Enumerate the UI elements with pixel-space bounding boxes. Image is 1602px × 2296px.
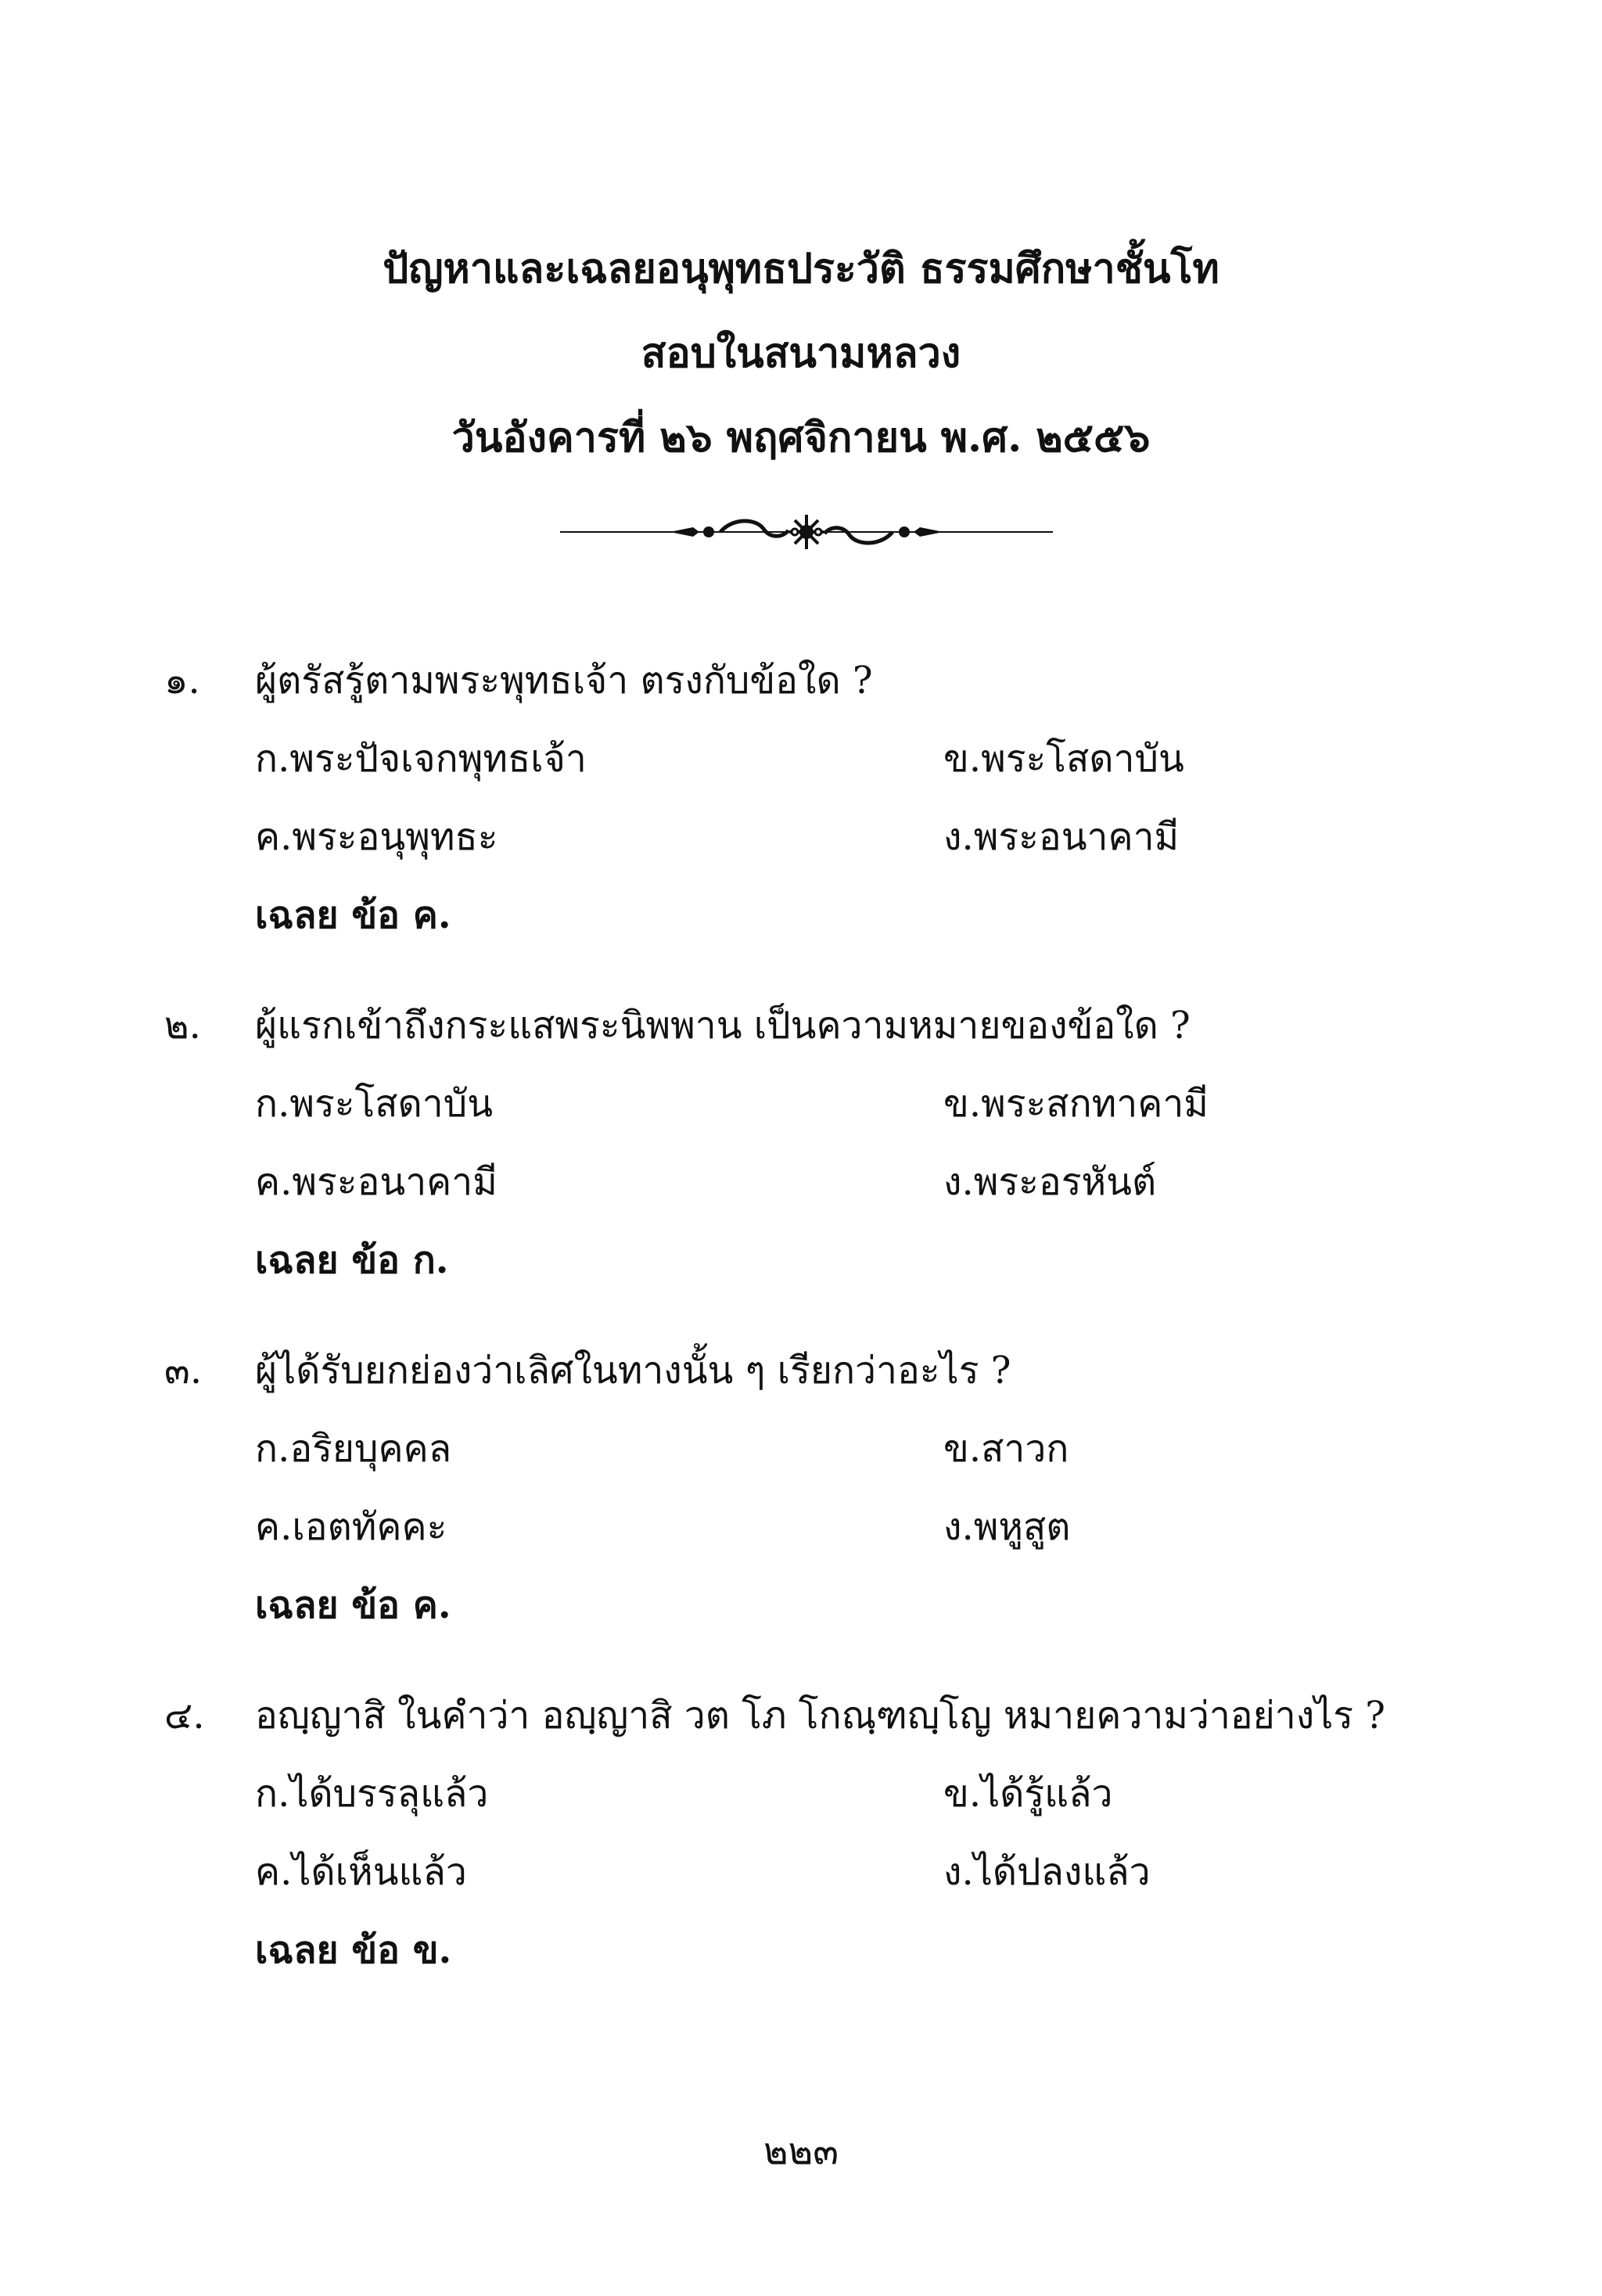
page-number: ๒๒๓ — [763, 2129, 839, 2173]
choice-b: ข.พระสกทาคามี — [943, 1082, 1209, 1126]
answer-key: เฉลย ข้อ ก. — [255, 1238, 449, 1282]
question-text: ผู้ตรัสรู้ตามพระพุทธเจ้า ตรงกับข้อใด ? — [255, 659, 873, 702]
choice-b: ข.พระโสดาบัน — [943, 737, 1184, 781]
answer-key: เฉลย ข้อ ข. — [255, 1928, 452, 1972]
question-item — [164, 986, 1463, 1331]
question-number: ๓. — [164, 1349, 203, 1392]
choice-b: ข.สาวก — [943, 1427, 1069, 1471]
choice-c: ค.ได้เห็นแล้ว — [255, 1850, 467, 1894]
exam-date: วันอังคารที่ ๒๖ พฤศจิกายน พ.ศ. ๒๕๕๖ — [451, 414, 1151, 462]
question-number: ๑. — [164, 659, 200, 702]
choice-a: ก.พระปัจเจกพุทธเจ้า — [255, 737, 587, 781]
ornament-divider — [560, 512, 1053, 552]
choice-d: ง.พหูสูต — [943, 1505, 1071, 1549]
question-number: ๒. — [164, 1004, 201, 1047]
choice-c: ค.พระอนาคามี — [255, 1160, 497, 1204]
exam-header — [0, 227, 1602, 480]
question-line — [164, 1331, 1011, 1410]
choice-a: ก.ได้บรรลุแล้ว — [255, 1772, 489, 1816]
question-item — [164, 1331, 1463, 1676]
choice-d: ง.พระอนาคามี — [943, 815, 1180, 859]
choice-d: ง.พระอรหันต์ — [943, 1160, 1157, 1204]
question-item — [164, 1676, 1463, 2021]
choice-a: ก.พระโสดาบัน — [255, 1082, 494, 1126]
question-line — [164, 641, 873, 720]
exam-title: ปัญหาและเฉลยอนุพุทธประวัติ ธรรมศึกษาชั้นโท — [383, 245, 1219, 293]
choice-a: ก.อริยบุคคล — [255, 1427, 452, 1471]
exam-venue: สอบในสนามหลวง — [641, 329, 961, 377]
choice-c: ค.เอตทัคคะ — [255, 1505, 447, 1549]
answer-key: เฉลย ข้อ ค. — [255, 1583, 451, 1627]
choice-b: ข.ได้รู้แล้ว — [943, 1772, 1113, 1816]
choice-d: ง.ได้ปลงแล้ว — [943, 1850, 1151, 1894]
question-item — [164, 641, 1463, 986]
question-text: ผู้ได้รับยกย่องว่าเลิศในทางนั้น ๆ เรียกว่าอะไร ? — [255, 1349, 1011, 1392]
question-line — [164, 1676, 1385, 1755]
question-number: ๔. — [164, 1694, 205, 1737]
question-line — [164, 986, 1191, 1065]
answer-key: เฉลย ข้อ ค. — [255, 893, 451, 937]
question-text: ผู้แรกเข้าถึงกระแสพระนิพพาน เป็นความหมายของข้อใด ? — [255, 1004, 1191, 1047]
question-text: อญฺญาสิ ในคำว่า อญฺญาสิ วต โภ โกณฺฑญฺโญ หมายความว่าอย่างไร ? — [255, 1694, 1386, 1737]
question-list — [164, 641, 1463, 2021]
choice-c: ค.พระอนุพุทธะ — [255, 815, 498, 859]
